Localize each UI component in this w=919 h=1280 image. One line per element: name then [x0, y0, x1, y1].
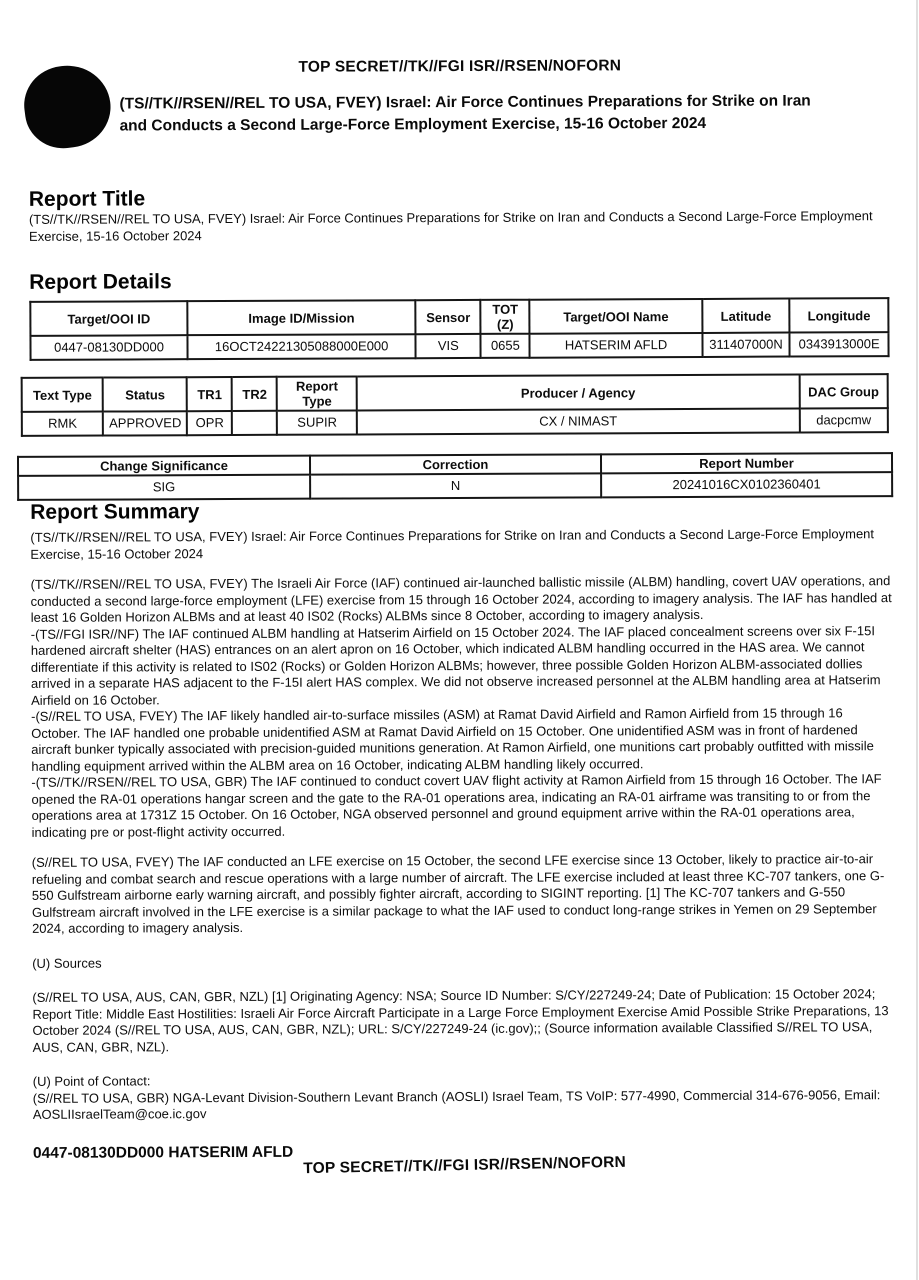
- table-cell: VIS: [416, 334, 481, 358]
- table-cell: 20241016CX0102360401: [601, 472, 892, 497]
- table-header-cell: Change Significance: [18, 456, 310, 476]
- table-header-cell: Image ID/Mission: [187, 300, 415, 335]
- table-header-cell: TR2: [232, 377, 277, 411]
- summary-paragraph: (TS//TK//RSEN//REL TO USA, FVEY) The Israeli Air Force (IAF) continued air-launched ballistic missile (ALBM) handling, covert UAV operations, and conducted a second large-force employment (LFE) exercise from 15 through 16 October 2024, according to imagery analysis. The IAF has handled at least 16 Golden Horizon ALBMs and at least 40 IS02 (Rocks) ALBMs since 8 October, according to imagery analysis.: [30, 573, 892, 625]
- table-cell: OPR: [187, 411, 232, 435]
- table-cell: 0343913000E: [790, 332, 889, 356]
- classification-banner-bottom: TOP SECRET//TK//FGI ISR//RSEN/NOFORN: [303, 1153, 627, 1178]
- table-header-cell: Target/OOI Name: [530, 299, 703, 334]
- table-header-cell: TR1: [187, 377, 232, 411]
- table-header-row: [30, 298, 888, 336]
- table-header-cell: DAC Group: [799, 374, 887, 408]
- report-summary-heading: Report Summary: [30, 500, 200, 524]
- report-title-heading: Report Title: [28, 187, 146, 211]
- summary-paragraph: -(TS//FGI ISR//NF) The IAF continued ALBM handling at Hatserim Airfield on 15 October 2024. The IAF placed concealment screens over six F-15I hardened aircraft shelter (HAS) entrances on an alert apron on 16 October, which indicated ALBM handling occurred in the HAS area. We cannot differentiate if this activity is related to IS02 (Rocks) or Golden Horizon ALBMs; however, three possible Golden Horizon ALBM-associated dollies arrived in a separate HAS adjacent to the F-15I alert HAS complex. We did not observe increased personnel at the ALBM handling area at Hatserim Airfield on 16 October.: [30, 622, 881, 708]
- summary-paragraph: -(TS//TK//RSEN//REL TO USA, GBR) The IAF continued to conduct covert UAV flight activity at Ramon Airfield from 15 through 16 October. The IAF opened the RA-01 operations hangar screen and the gate to the RA-01 operations area, indicating an RA-01 airframe was transiting to or from the operations area at 1731Z 15 October. On 16 October, NGA observed personnel and ground equipment arrive within the RA-01 operations area, indicating pre or post-flight activity occurred.: [31, 771, 882, 840]
- poc-body: (S//REL TO USA, GBR) NGA-Levant Division-Southern Levant Branch (AOSLI) Israel Team, TS VoIP: 577-4990, Commercial 314-676-9056, Email: AOSLIIsraelTeam@coe.ic.gov: [32, 1086, 881, 1122]
- table-row: [18, 472, 892, 500]
- table-cell: 16OCT24221305088000E000: [187, 334, 415, 359]
- footer-target-reference: 0447-08130DD000 HATSERIM AFLD: [32, 1143, 294, 1162]
- table-header-row: [22, 374, 888, 412]
- table-cell: HATSERIM AFLD: [530, 333, 703, 358]
- sources-body: (S//REL TO USA, AUS, CAN, GBR, NZL) [1] Originating Agency: NSA; Source ID Number: S/CY/227249-24; Date of Publication: 15 October 2024; Report Title: Middle East Hostilities: Israeli Air Force Aircraft Participate in a Large Force Employment Exercise Amid Possible Strike Preparations, 13 October 2024 (S//REL TO USA, AUS, CAN, GBR, NZL); URL: S/CY/227249-24 (ic.gov);; (Source information available Classified S//REL TO USA, AUS, CAN, GBR, NZL).: [32, 986, 889, 1055]
- table-cell: APPROVED: [103, 411, 187, 435]
- table-header-cell: Report Type: [277, 376, 357, 410]
- table-cell: SUPIR: [277, 410, 357, 434]
- summary-block: [31, 573, 894, 841]
- document-body: [29, 184, 895, 1162]
- table-row: [30, 332, 888, 360]
- table-header-cell: Status: [103, 377, 187, 411]
- table-cell: N: [310, 473, 601, 498]
- table-cell: dacpcmw: [799, 408, 887, 432]
- table-header-cell: Sensor: [416, 300, 481, 334]
- summary-intro: (TS//TK//RSEN//REL TO USA, FVEY) Israel: Air Force Continues Preparations for Strike on Iran and Conducts a Second Large-Force Employment Exercise, 15-16 October 2024: [30, 526, 875, 562]
- table-header-cell: Report Number: [601, 453, 892, 473]
- classification-banner-top: TOP SECRET//TK//FGI ISR//RSEN/NOFORN: [298, 57, 622, 76]
- table-header-cell: TOT (Z): [481, 300, 530, 334]
- summary-paragraph: -(S//REL TO USA, FVEY) The IAF likely handled air-to-surface missiles (ASM) at Ramat David Airfield and Ramon Airfield from 15 through 16 October. The IAF handled one probable unidentified ASM at Ramat David Airfield on 15 October. One unidentified ASM was in front of hardened aircraft bunker typically associated with precision-guided munitions generation. At Ramon Airfield, one munitions cart probably outfitted with missile handling equipment arrived within the ALBM area on 16 October, indicating ALBM handling likely occurred.: [31, 705, 874, 774]
- table-header-cell: Correction: [310, 454, 601, 474]
- document-title: (TS//TK//RSEN//REL TO USA, FVEY) Israel: Air Force Continues Preparations for Strike on Iran and Conducts a Second Large-Force Employment Exercise, 15-16 October 2024: [119, 92, 811, 135]
- table-cell: 0447-08130DD000: [30, 335, 187, 360]
- change-details-table: [17, 452, 893, 501]
- report-title-text: (TS//TK//RSEN//REL TO USA, FVEY) Israel: Air Force Continues Preparations for Strike on Iran and Conducts a Second Large-Force Employment Exercise, 15-16 October 2024: [28, 208, 873, 244]
- table-row: [22, 408, 888, 436]
- poc-heading: (U) Point of Contact:: [32, 1073, 151, 1089]
- status-details-table: [21, 373, 889, 437]
- table-cell: 311407000N: [702, 333, 790, 357]
- table-cell: CX / NIMAST: [357, 409, 800, 435]
- sources-heading: (U) Sources: [32, 955, 102, 971]
- target-details-table: [29, 297, 889, 361]
- table-cell: [232, 411, 277, 435]
- table-cell: SIG: [18, 475, 310, 500]
- table-header-cell: Latitude: [702, 299, 790, 333]
- report-details-heading: Report Details: [29, 270, 172, 294]
- table-cell: RMK: [22, 412, 103, 436]
- table-header-cell: Producer / Agency: [357, 375, 800, 411]
- summary-lfe-paragraph: (S//REL TO USA, FVEY) The IAF conducted an LFE exercise on 15 October, the second LFE exercise since 13 October, likely to practice air-to-air refueling and combat search and rescue operations with a large number of aircraft. The LFE exercise included at least three KC-707 tankers, one G-550 Gulfstream airborne early warning aircraft, and possibly fighter aircraft, according to SIGINT reporting. [1] The KC-707 tankers and G-550 Gulfstream aircraft involved in the LFE exercise is a similar package to what the IAF used to conduct long-range strikes in Yemen on 29 September 2024, according to imagery analysis.: [31, 851, 885, 936]
- table-header-cell: Longitude: [790, 298, 889, 332]
- table-cell: 0655: [481, 334, 530, 358]
- table-header-cell: Text Type: [22, 378, 104, 412]
- table-header-cell: Target/OOI ID: [30, 301, 187, 336]
